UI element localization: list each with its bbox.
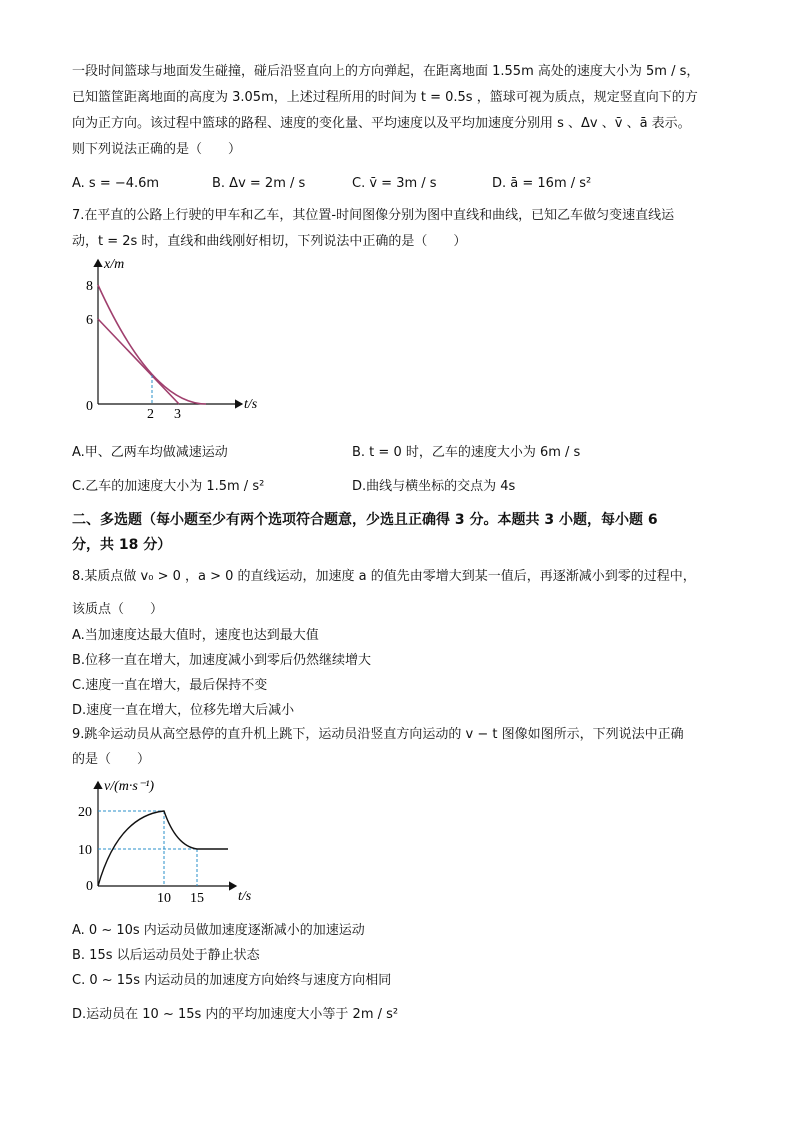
q7-x-label: t/s	[244, 397, 258, 412]
q9-option-d: D.运动员在 10 ~ 15s 内的平均加速度大小等于 2m / s²	[72, 1007, 399, 1022]
q6-option-d: D. ā = 16m / s²	[492, 176, 592, 191]
q7-x-tick-2: 2	[147, 407, 154, 422]
q7-origin: 0	[86, 399, 93, 414]
q7-option-b: B. t = 0 时，乙车的速度大小为 6m / s	[352, 445, 581, 460]
q6-line-3: 向为正方向。该过程中篮球的路程、速度的变化量、平均速度以及平均加速度分别用 s 、Δv 、v̄ 、ā 表示。	[72, 116, 691, 131]
q9-x-label: t/s	[238, 889, 252, 904]
q8-option-b: B.位移一直在增大，加速度减小到零后仍然继续增大	[72, 653, 372, 668]
q9-vt-graph	[78, 776, 268, 908]
q7-line-1: 7.在平直的公路上行驶的甲车和乙车，其位置-时间图像分别为图中直线和曲线，已知乙车做匀变速直线运	[72, 208, 675, 223]
q7-y-label: x/m	[104, 257, 125, 272]
q6-line-2: 已知篮筐距离地面的高度为 3.05m，上述过程所用的时间为 t = 0.5s ，篮球可视为质点，规定竖直向下的方	[72, 90, 698, 105]
q9-x-tick-15: 15	[190, 891, 204, 906]
q7-y-tick-8: 8	[86, 279, 93, 294]
q6-option-a: A. s = −4.6m	[72, 176, 160, 191]
q6-option-b: B. Δv = 2m / s	[212, 176, 306, 191]
q9-line-2: 的是（ ）	[72, 752, 151, 767]
q8-option-d: D.速度一直在增大，位移先增大后减小	[72, 703, 295, 718]
section2-heading-line-2: 分，共 18 分）	[72, 537, 172, 553]
q7-y-tick-6: 6	[86, 313, 93, 328]
q8-line-1: 8.某质点做 v₀ > 0 ，a > 0 的直线运动，加速度 a 的值先由零增大到某一值后，再逐渐减小到零的过程中，	[72, 569, 696, 584]
q8-option-a: A.当加速度达最大值时，速度也达到最大值	[72, 628, 319, 643]
q9-option-b: B. 15s 以后运动员处于静止状态	[72, 948, 260, 963]
q9-y-tick-20: 20	[78, 805, 92, 820]
q7-line-jia	[98, 319, 179, 404]
q7-option-d: D.曲线与横坐标的交点为 4s	[352, 479, 516, 494]
q7-x-tick-3: 3	[174, 407, 181, 422]
q7-option-a: A.甲、乙两车均做减速运动	[72, 445, 228, 460]
q8-line-2: 该质点（ ）	[72, 602, 164, 617]
q9-y-tick-10: 10	[78, 843, 92, 858]
q6-line-1: 一段时间篮球与地面发生碰撞，碰后沿竖直向上的方向弹起，在距离地面 1.55m 高处的速度大小为 5m / s，	[72, 64, 700, 79]
q9-line-1: 9.跳伞运动员从高空悬停的直升机上跳下，运动员沿竖直方向运动的 v − t 图像如图所示，下列说法中正确	[72, 727, 684, 742]
q6-line-4: 则下列说法正确的是（ ）	[72, 142, 242, 157]
q6-option-c: C. v̄ = 3m / s	[352, 176, 437, 191]
q9-option-a: A. 0 ~ 10s 内运动员做加速度逐渐减小的加速运动	[72, 923, 365, 938]
section2-heading-line-1: 二、多选题（每小题至少有两个选项符合题意，少选且正确得 3 分。本题共 3 小题，每小题 6	[72, 512, 658, 528]
q7-line-2: 动，t = 2s 时，直线和曲线刚好相切，下列说法中正确的是（ ）	[72, 234, 467, 249]
q7-xt-graph	[80, 252, 280, 422]
q9-origin: 0	[86, 879, 93, 894]
q9-option-c: C. 0 ~ 15s 内运动员的加速度方向始终与速度方向相同	[72, 973, 392, 988]
q7-option-c: C.乙车的加速度大小为 1.5m / s²	[72, 479, 265, 494]
q9-y-label: v/(m·s⁻¹)	[104, 779, 155, 794]
q9-x-tick-10: 10	[157, 891, 171, 906]
q8-option-c: C.速度一直在增大，最后保持不变	[72, 678, 268, 693]
